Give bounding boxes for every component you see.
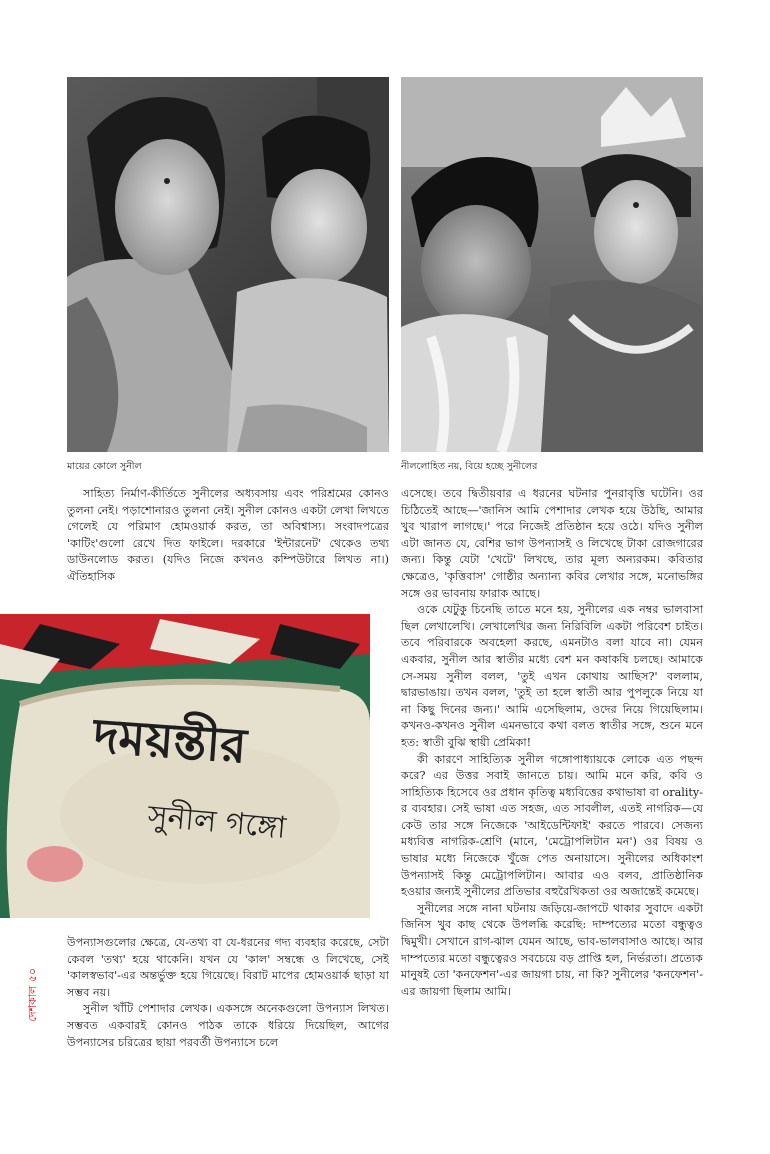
photo-mother-with-child-image (67, 77, 389, 452)
left-column-top (67, 486, 389, 586)
photo-mother-with-child (67, 77, 389, 452)
book-author: সুনীল গঙ্গো (146, 798, 288, 846)
paragraph: এসেছে। তবে দ্বিতীয়বার এ ধরনের ঘটনার পুনরাবৃত্তি ঘটেনি। ওর চিঠিতেই আছে—'জানিস আমি পেশাদার লেখক হয়ে উঠছি, আমার খুব খারাপ লাগছে।' পরে নিজেই প্রতিষ্ঠান হয়ে ওঠে। যদিও সুনীল এটা জানত যে, বেশির ভাগ উপন্যাসই ও লিখেছে টাকা রোজগারের জন্য। কিন্তু যেটা 'খেটে' লিখছে, তার মূল্য অন্যরকম। কবিতার ক্ষেত্রেও, 'কৃত্তিবাস' গোষ্ঠীর অন্যান্য কবির লেখার সঙ্গে, মনোভঙ্গির সঙ্গে ওর ভাবনায় ফারাক আছে। (401, 487, 703, 600)
paragraph: কী কারণে সাহিত্যিক সুনীল গঙ্গোপাধ্যায়কে লোকে এত পছন্দ করে? এর উত্তর সবাই জানতে চায়। আমি মনে করি, কবি ও সাহিত্যিক হিসেবে ওর প্রধান কৃতিত্ব মধ্যবিত্তের কথাভাষা বা orality-র ব্যবহার। সেই ভাষা এত সহজ, এত সাবলীল, এতই নাগরিক—যে কেউ তার সঙ্গে নিজেকে 'আইডেন্টিফাই' করতে পারবে। সেজন্য মধ্যবিত্ত নাগরিক-শ্রেণি (মানে, 'মেট্রোপলিটান মন') ওর বিষয় ও ভাষার মধ্যে নিজেকে খুঁজে পেত অনায়াসে। সুনীলের অধিকাংশ উপন্যাসই কিন্তু মেট্রোপলিটান। আবার এও বলব, প্রাতিষ্ঠানিক হওয়ার জন্যই সুনীলের প্রতিভার বহুরৈখিকতা ওর অজান্তেই কমেছে। (401, 752, 703, 899)
caption-mother-photo: মায়ের কোলে সুনীল (67, 461, 142, 472)
magazine-page-label: দেশকাল ৫০ (26, 968, 39, 1022)
caption-wedding-photo: নীললোহিত নয়, বিয়ে হচ্ছে সুনীলের (401, 461, 538, 472)
paragraph: সুনীল খাঁটি পেশাদার লেখক। একসঙ্গে অনেকগুলো উপন্যাস লিখত। সম্ভবত একবারই কোনও পাঠক তাকে ধরিয়ে দিয়েছিল, আগের উপন্যাসের চরিত্রের ছায়া পরবর্তী উপন্যাসে চলে (67, 1002, 389, 1049)
paragraph: সাহিত্য নির্মাণ-কীর্তিতে সুনীলের অধ্যবসায় এবং পরিশ্রমের কোনও তুলনা নেই। পড়াশোনারও তুলনা নেই। সুনীল কোনও একটা লেখা লিখতে গেলেই যে পরিমাণ হোমওয়ার্ক করত, তা অবিশ্বাস্য। সংবাদপত্রের 'কাটিং'গুলো রেখে দিত ফাইলে। দরকারে 'ইন্টারনেট' থেকেও তথ্য ডাউনলোড করত। (যদিও নিজে কখনও কম্পিউটারে লিখত না।) ঐতিহাসিক (67, 487, 389, 583)
left-column-bottom (67, 935, 389, 1051)
paragraph: উপন্যাসগুলোর ক্ষেত্রে, যে-তথ্য বা যে-ধরনের গদ্য ব্যবহার করেছে, সেটা কেবল 'তথ্য' হয়ে থাকেনি। যখন যে 'কাল' সম্বন্ধে ও লিখেছে, সেই 'কালস্বভাব'-এর অন্তর্ভুক্ত হয়ে গিয়েছে। বিরাট মাপের হোমওয়ার্ক ছাড়া যা সম্ভব নয়। (67, 936, 389, 999)
paragraph: ওকে যেটুকু চিনেছি তাতে মনে হয়, সুনীলের এক নম্বর ভালবাসা ছিল লেখালেখি। লেখালেখির জন্য নিরিবিলি একটা পরিবেশ চাইত। তবে পরিবারকে অবহেলা করছে, এমনটাও বলা যাবে না। যেমন একবার, সুনীল আর স্বাতীর মধ্যে বেশ মন কষাকষি চলছে। আমাকে সে-সময় সুনীল বলল, 'তুই এখন কোথায় আছিস?' বললাম, দ্বারভাঙায়। তখন বলল, 'তুই তা হলে স্বাতী আর পুপলুকে নিয়ে যা না কিছু দিনের জন্য।' আমি এসেছিলাম, ওদের নিয়ে গিয়েছিলাম। কখনও-কখনও সুনীল এমনভাবে কথা বলত স্বাতীর সঙ্গে, শুনে মনে হত: স্বাতী বুঝি স্থায়ী প্রেমিকা! (401, 603, 703, 749)
paragraph: সুনীলের সঙ্গে নানা ঘটনায় জড়িয়ে-জাপটে থাকার সুবাদে একটা জিনিস খুব কাছ থেকে উপলব্ধি করেছি: দাম্পত্যের মতো বন্ধুত্বও দ্বিমুখী। সেখানে রাগ-ঝাল যেমন আছে, ভাব-ভালবাসাও আছে। আর দাম্পত্যের মতো বন্ধুত্বেরও সবচেয়ে বড় প্রাপ্তি হল, নির্ভরতা। প্রত্যেক মানুষই তো 'কনফেশন'-এর জায়গা চায়, না কি? সুনীলের 'কনফেশন'-এর জায়গা ছিলাম আমি। (401, 901, 703, 998)
right-column (401, 486, 703, 1000)
photo-wedding-image (401, 77, 703, 452)
book-title: দময়ন্তীর (91, 707, 249, 775)
photo-book-cover (0, 614, 370, 918)
photo-wedding (401, 77, 703, 452)
